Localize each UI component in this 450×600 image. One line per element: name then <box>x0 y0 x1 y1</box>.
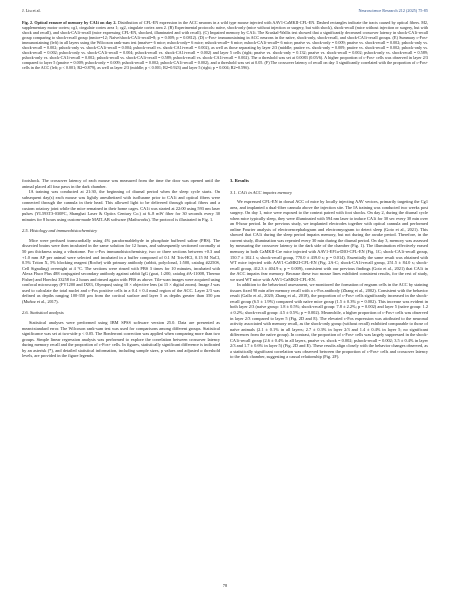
running-head-journal[interactable]: Neuroscience Research 212 (2025) 75-85 <box>358 7 428 13</box>
paragraph: We expressed CFL-EN in dorsal ACC of mice by locally injecting AAV vectors, primarily targeting the Cg1 area, and implanted a dual-fiber cannula above the injection site. The IA training was conducted two weeks post surgery. On day 1, mice were exposed to the context paired with foot shocks. On day 2, during the diurnal cycle when mice typically sleep, they were illuminated with 594 nm laser to induce CA1i for 30 sec every 30 min over an 8-hour period. In the previous study, we implanted electrodes together with optical cannula and performed online Fourier analysis of electroencephalogram and electromyogram to detect sleep (Goto et al., 2021). This showed that CA1i during the sleep period impairs memory, but not during the awake period. Therefore, in the current study, illumination was repeated every 30 min during the diurnal period. On day 3, memory was assessed by measuring the crossover latency to the dark side of the chamber (Fig. 1). The illumination effectively erased memory in both CaMKII-Cre mice injected with AAV1-EF1a-DIO-CFL-EN (Fig. 1C; shock-CA1i-recall group, 150.7 ± 102.1 s; shock-recall group, 770.0 ± 439.0 s; p = 0.014). Essentially the same result was obtained with WT mice injected with AAV1-CaMKII-CFL-EN (Fig. 2A-C; shock-CA1i-recall group, 251.5 ± 84.0 s; shock-recall group, 412.3 ± 404.9 s; p = 0.009), consistent with our previous findings (Goto et al., 2021) that CA1i in the ACC impairs fear memory. Because these two mouse lines exhibited consistent results, for the rest of study, we used WT mice with AAV1-CaMKII-CFL-EN. <box>230 199 428 282</box>
paragraph: IA training was conducted at 21:30, the beginning of diurnal period when the sleep cycle starts. On subsequent day(s) each mouse was lightly anesthetized with isoflurane prior to CA1i and optical fibers were connected through the cannula in their head. This allowed light to be delivered through optical fibers and a custom rotatory joint while the mice remained in their home cages. CA1i was started at 22:00 using 593 nm laser pulses (YL593T3-030FC, Shanghai Laser & Optics Century Co.) at 6–8 mW fiber for 30 seconds every 30 minutes for 8 hours using custom-made MATLAB software (Mathworks). The protocol is illustrated in Fig. 1. <box>22 189 220 222</box>
paragraph: Mice were perfused transcardially using 4% paraformaldehyde in phosphate buffered saline (PBS). The dissected brains were then incubated in the same solution for 12 hours, and subsequently sectioned coronally at 50 μm thickness using a vibratome. For c-Fos immunohistochemistry, two or three sections between +0.3 and +1.0 mm AP per animal were selected and incubated in a buffer composed of 0.1 M Tris-HCl, 0.15 M NaCl, 0.5% Triton X, 5% blocking reagent (Roche) with primary antibody (rabbit, polyclonal, 1:500, catalog #2250S, Cell Signaling) overnight at 4 °C. The sections were rinsed with PBS 3 times for 10 minutes, incubated with Alexa Fluor Plus 488 conjugated secondary antibody against rabbit IgG (goat, 1:200, catalog #A-11008, Thermo Fisher) and Hoechst 33258 for 2 hours and rinsed again with PBS as above. Tile-scan images were acquired using confocal microscopy (FV1200 and IX83, Olympus) using 10 × objective lens (at 15 × digital zoom). Image J was used to calculate the total nuclei and c-Fos positive cells in a 0.4 × 0.4 mm2 region of the ACC. Layer 2/3 was defined as depths ranging 100-350 μm from the cortical surface and layer 5 as depths greater than 350 μm (Muñoz et al., 2017). <box>22 237 220 304</box>
body-columns <box>22 178 428 570</box>
paragraph: Statistical analyses were performed using IBM SPSS software version 25.0. Data are presented as mean±standard error. The Wilcoxon rank-sum test was used for comparisons among different groups. Statistical significance was set at two-side p < 0.05. The Bonferroni correction was applied when comparing more than two groups. Simple linear regression analysis was performed to explore the correlation between crossover latency during memory recall and the proportion of c-Fos+ cells. In figures, statistically significant difference is indicated by an asterisk (*), and detailed statistical information, including sample sizes, p values and adjusted α threshold levels, are provided in the figure legends. <box>22 320 220 359</box>
figure-title: Optical erasure of memory by CA1i on day 2. <box>34 20 117 25</box>
right-column <box>230 178 428 570</box>
figure-caption-body: Distribution of CFL-EN expression in the ACC neurons in a wild type mouse injected with AAV1-CaMKII-CFL-EN. Dashed rectangles indicate the tracts caused by optical fibers. M2, supplementary motor cortex; cg1, cingulate cortex area 1; cg2, cingulate cortex area 2. (B) Experimental protocols: naïve, shock-only (mice without injection or surgery, but with shock), shock-recall (mice without injection or surgery, but with shock and recall), and shock-CA1i-recall (mice expressing CFL-EN, shocked, illuminated and with recall). (C) Impaired memory by CA1i. The Kruskal-Wallis test showed that a significantly decreased crossover latency in shock-CA1i-recall group comparing to shock-recall group (nmice=12; Naïve/shock-CA1i-recall=8; p = 0.009; p = 0.0812). (D) c-Fos+ immunostaining in ACC neurons in the naïve, shock-only, shock-recall, and shock-CA1i-recall groups. (E) Summary c-Fos+ immunostaining (left) in all layers using the Wilcoxon rank-sum test (nnaïve= 6 mice; nshock-only= 6 mice; nshock-recall= 6 mice; nshock-CA1i-recall= 6 mice; pnaïve vs. shock-only = 0.009; pnaïve vs. shock-recall = 0.002; pshock-only vs. shock-recall = 0.002; pshock-only vs. shock-CA1i-recall = 0.004; pshock-recall vs. shock-CA1i-recall = 0.002), as well as those separating by layer 2/3 (middle; pnaïve vs. shock-only = 0.009; pnaïve vs. shock-recall = 0.002; pshock-only vs. shock-recall = 0.002; pshock-only vs. shock-CA1i-recall = 0.004; pshock-recall vs. shock-CA1i-recall = 0.002) and layer 5 cells (right; pnaïve vs. shock-only = 0.132; pnaïve vs. shock-recall = 0.002; pshock-only vs. shock-recall = 0.589; pshock-only vs. shock-CA1i-recall = 0.002; pshock-recall vs. shock-CA1i-recall = 0.589; pshock-recall vs. shock-CA1i-recall = 0.002). The α threshold was set at 0.0083 (0.05/6). A higher proportion of c-Fos+ cells was observed in layer 2/3 compared to layer 5 (pnaïve = 0.009; pshock-only = 0.009; pshock-recall = 0.002; pshock-CA1i-recall = 0.002), and α threshold was set at 0.05. (F) The crossover latency of recall on day 3 significantly correlated with the proportion of c-Fos+ cells in the ACC (left; p < 0.001; R2=0.879), as well as layer 2/3 (middle; p < 0.001; R2=0.923) and layer 5 (right; p = 0.004; R2=0.596). <box>22 20 429 71</box>
section-heading-statistics: 2.6. Statistical analysis <box>22 310 64 316</box>
figure-label: Fig. 2. <box>22 20 34 25</box>
running-head <box>22 6 428 14</box>
figure-caption <box>22 20 428 70</box>
paragraph: footshock. The crossover latency of each mouse was measured from the time the door was opened until the animal placed all four paws in the dark chamber. <box>22 178 220 189</box>
running-head-authors: J. Liu et al. <box>22 7 41 13</box>
paragraph: In addition to the behavioral assessment, we monitored the formation of engram cells in the ACC by staining tissues fixed 90 min after memory recall with a c-Fos antibody (Zhang et al., 2002). Consistent with the behavior result (Gallo et al., 2020; Zhang et al., 2018), the proportion of c-Fos+ cells significantly increased in the shock-recall group (6.5 ± 1.9%) compared with naïve mice group (1.5 ± 0.3% p = 0.002). This increase was evident in both layer 2/3 (naïve group: 1.8 ± 0.5%; shock-recall group: 7.8 ± 2.2%; p = 0.002) and layer 5 (naïve group: 1.2 ± 0.2%; shock-recall group: 4.5 ± 0.5%; p = 0.002). Meanwhile, a higher proportion of c-Fos+ cells was observed in layer 2/3 compared to layer 5 (Fig. 2D and E). The elevated c-Fos expression was attributed to the neuronal activity associated with memory recall, as the shock-only group (without recall) exhibited comparable to those of naïve animals (2.1 ± 0.1% in all layers; 2.7 ± 0.3% in layer 2/3 and 1.4 ± 0.4% in layer 5; no significant differences from the naïve group). In contrast, the proportion of c-Fos+ cells was largely suppressed in the shock-CA1i-recall group (2.6 ± 0.4% in all layers, pnaïve vs. shock = 0.002; pshock-recall = 0.002; 3.5 ± 0.4% in layer 2/3 and 1.7 ± 0.6% in layer 5) (Fig. 2D and E). These results align closely with the behavior changes observed, as a statistically significant correlation was observed between the proportion of c-Fos+ cells and crossover latency to the dark chamber, suggesting a causal relationship (Fig. 2F). <box>230 282 428 360</box>
left-column <box>22 178 220 570</box>
section-heading-results: 3. Results <box>230 178 249 183</box>
page-number: 78 <box>222 583 228 588</box>
section-heading-ca1i: 3.1. CA1i in ACC impairs memory <box>230 189 293 195</box>
section-heading-histology: 2.5. Histology and immunohistochemistry <box>22 228 98 234</box>
